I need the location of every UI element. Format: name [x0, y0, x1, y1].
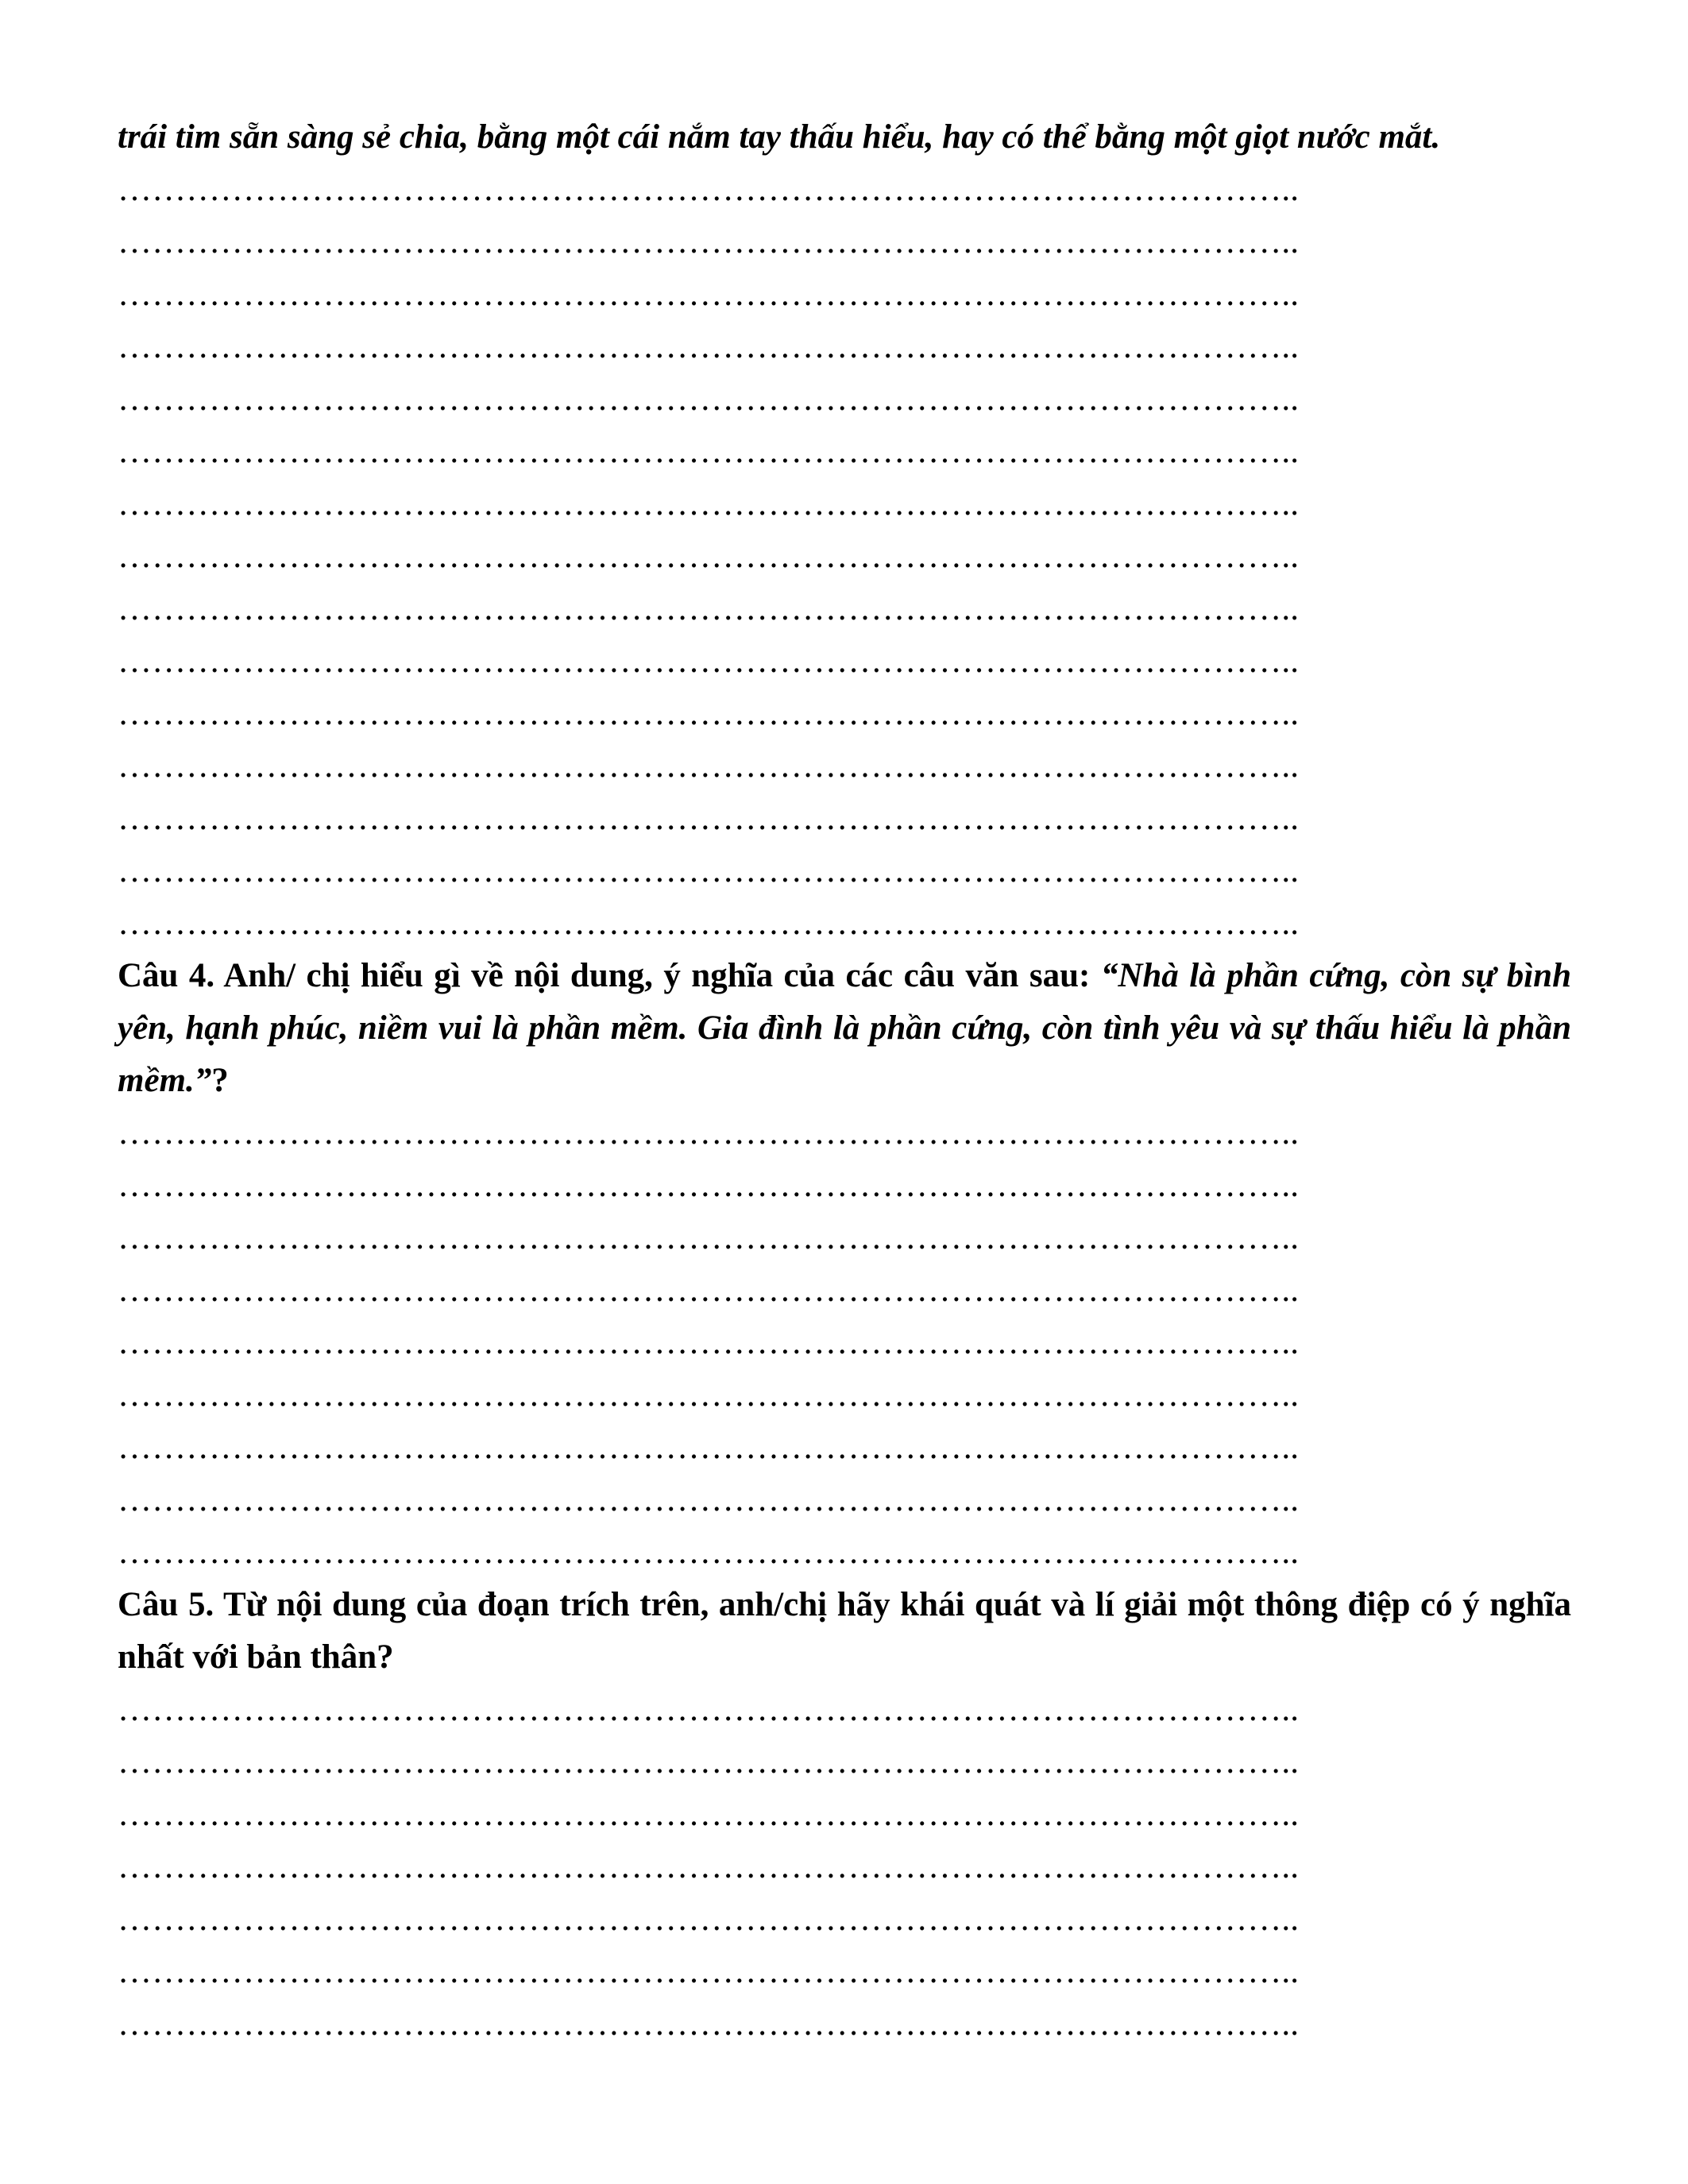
answer-line: …………………………………………………………………………………………..: [118, 1534, 1300, 1571]
answer-line: …………………………………………………………………………………………..: [118, 1376, 1300, 1414]
answer-line: …………………………………………………………………………………………..: [118, 538, 1300, 575]
answer-line: …………………………………………………………………………………………..: [118, 1324, 1300, 1361]
answer-line: …………………………………………………………………………………………..: [118, 642, 1300, 680]
answer-line: …………………………………………………………………………………………..: [118, 1691, 1300, 1728]
answer-line: …………………………………………………………………………………………..: [118, 223, 1300, 260]
answer-line: …………………………………………………………………………………………..: [118, 1167, 1300, 1204]
question-4-suffix: ?: [211, 1062, 229, 1099]
answer-line: …………………………………………………………………………………………..: [118, 433, 1300, 470]
answer-line: …………………………………………………………………………………………..: [118, 1743, 1300, 1781]
question-4: [118, 950, 1571, 1107]
answer-line: …………………………………………………………………………………………..: [118, 747, 1300, 785]
answer-line: …………………………………………………………………………………………..: [118, 1481, 1300, 1518]
answer-line: …………………………………………………………………………………………..: [118, 1900, 1300, 1938]
answer-line: …………………………………………………………………………………………..: [118, 800, 1300, 837]
answer-line: …………………………………………………………………………………………..: [118, 1796, 1300, 1833]
answer-line: …………………………………………………………………………………………..: [118, 171, 1300, 208]
document-page: [118, 111, 1571, 2051]
answer-line: …………………………………………………………………………………………..: [118, 590, 1300, 627]
answer-line: …………………………………………………………………………………………..: [118, 695, 1300, 732]
answer-line: …………………………………………………………………………………………..: [118, 380, 1300, 418]
question-4-quote: “Nhà là phần cứng, còn sự bình yên, hạnh phúc, niềm vui là phần mềm. Gia đình là phần cứng, còn tình yêu và sự thấu hiểu là phần mềm.”: [118, 957, 1572, 1099]
answer-line: …………………………………………………………………………………………..: [118, 328, 1300, 365]
intro-text: trái tim sẵn sàng sẻ chia, bằng một cái nắm tay thấu hiểu, hay có thể bằng một giọt nước mắt.: [118, 118, 1441, 156]
question-4-label: Câu 4. Anh/ chị hiểu gì về nội dung, ý nghĩa của các câu văn sau:: [118, 957, 1101, 994]
answer-line: …………………………………………………………………………………………..: [118, 1429, 1300, 1466]
question-5: Câu 5. Từ nội dung của đoạn trích trên, anh/chị hãy khái quát và lí giải một thông điệp có ý nghĩa nhất với bản thân?: [118, 1586, 1571, 1676]
answer-line: …………………………………………………………………………………………..: [118, 905, 1300, 942]
answer-line: …………………………………………………………………………………………..: [118, 1953, 1300, 1990]
answer-line: …………………………………………………………………………………………..: [118, 1848, 1300, 1885]
answer-line: …………………………………………………………………………………………..: [118, 276, 1300, 313]
answer-line: …………………………………………………………………………………………..: [118, 485, 1300, 523]
answer-area-5: [118, 1684, 1571, 2051]
answer-line: …………………………………………………………………………………………..: [118, 2005, 1300, 2043]
answer-line: …………………………………………………………………………………………..: [118, 852, 1300, 889]
answer-area-3: [118, 164, 1571, 950]
answer-line: …………………………………………………………………………………………..: [118, 1219, 1300, 1256]
answer-line: …………………………………………………………………………………………..: [118, 1114, 1300, 1152]
answer-area-4: [118, 1107, 1571, 1579]
answer-line: …………………………………………………………………………………………..: [118, 1271, 1300, 1309]
